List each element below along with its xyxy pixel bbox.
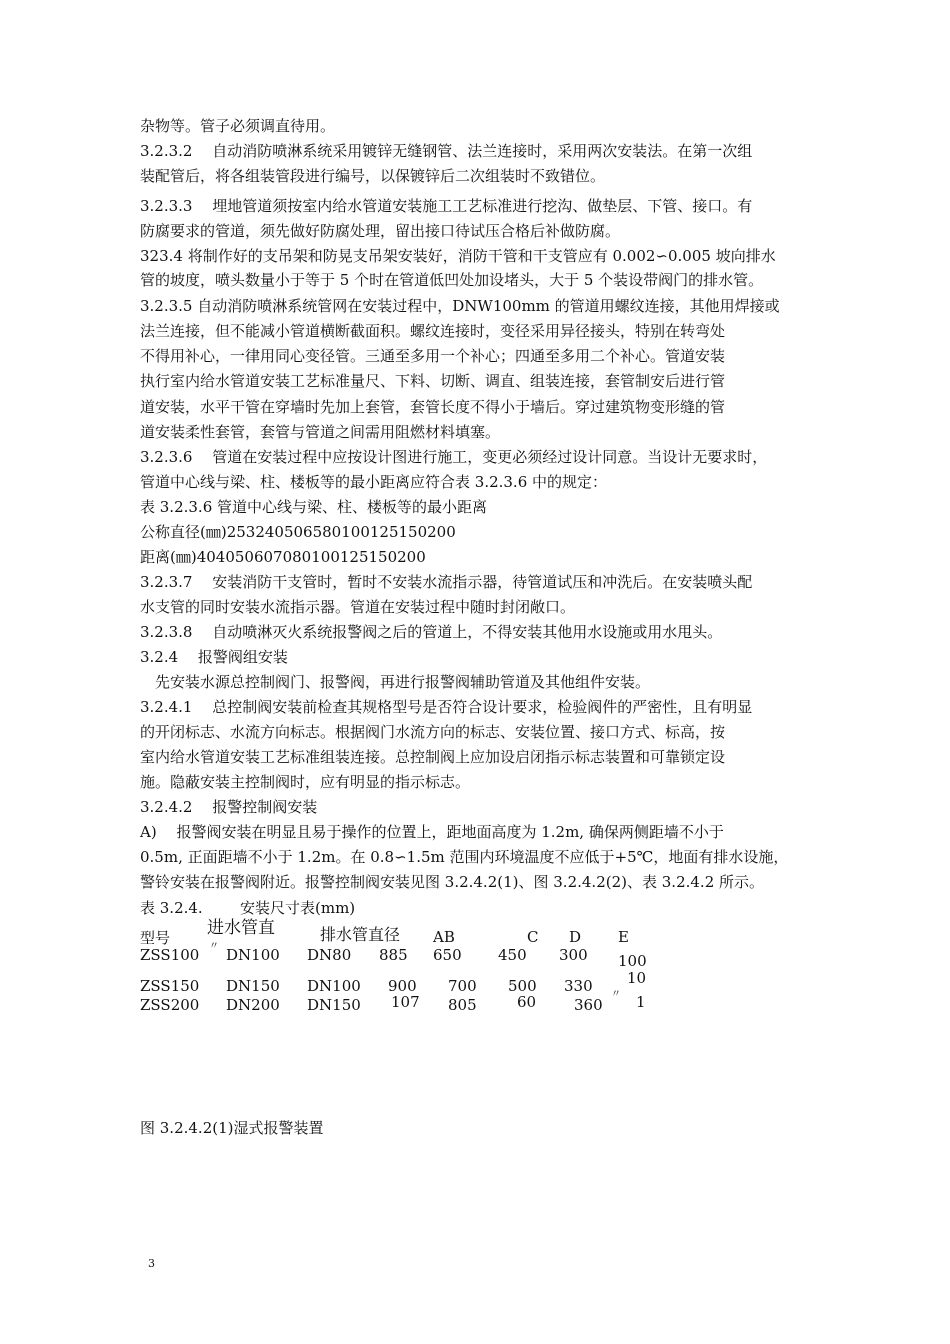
- paragraph-line: 3.2.3.5 自动消防喷淋系统管网在安装过程中，DNW100mm 的管道用螺纹连接，其他用焊接或: [140, 297, 780, 315]
- paragraph-line: 0.5m, 正面距墙不小于 1.2m。在 0.8∽1.5m 范围内环境温度不应低于+5℃，地面有排水设施，: [140, 848, 789, 866]
- table-cell: 10: [627, 969, 647, 987]
- table-cell: 885: [379, 946, 408, 964]
- table-cell-mark: 〃: [611, 989, 621, 1000]
- paragraph-line: 执行室内给水管道安装工艺标准量尺、下料、切断、调直、组装连接，套管制安后进行管: [140, 372, 726, 390]
- page-number: 3: [148, 1257, 155, 1270]
- paragraph-line: 先安装水源总控制阀门、报警阀，再进行报警阀辅助管道及其他组件安装。: [140, 673, 651, 691]
- table-header: AB: [433, 928, 455, 946]
- table-cell: 100: [618, 952, 647, 970]
- paragraph-line: 警铃安装在报警阀附近。报警控制阀安装见图 3.2.4.2(1)、图 3.2.4.2(2)、表 3.2.4.2 所示。: [140, 873, 765, 891]
- table-cell: 1: [636, 993, 646, 1011]
- table-title-prefix: 表 3.2.4.: [140, 899, 203, 917]
- table-row-diameter: 公称直径(㎜)25324050658010012515020​0: [140, 523, 456, 541]
- table-header: D: [569, 928, 582, 946]
- paragraph-line: 3.2.3.6 管道在安装过程中应按设计图进行施工，变更必须经过设计同意。当设计无要求时，: [140, 448, 768, 466]
- paragraph-line: 杂物等。管子必须调直待用。: [140, 117, 336, 135]
- paragraph-line: 3.2.4.1 总控制阀安装前检查其规格型号是否符合设计要求，检验阀件的严密性，且有明显: [140, 698, 753, 716]
- paragraph-line: 道安装，水平干管在穿墙时先加上套管，套管长度不得小于墙后。穿过建筑物变形缝的管: [140, 398, 726, 416]
- table-cell: 500: [508, 977, 537, 995]
- table-header: 排水管直径: [320, 925, 401, 944]
- table-cell: 805: [448, 996, 477, 1014]
- paragraph-line: 室内给水管道安装工艺标准组装连接。总控制阀上应加设启闭指示标志装置和可靠锁定设: [140, 748, 726, 766]
- table-title: 安装尺寸表(mm): [240, 899, 356, 917]
- figure-caption: 图 3.2.4.2(1)湿式报警装置: [140, 1119, 324, 1137]
- table-cell: 900: [388, 977, 417, 995]
- table-cell: 360: [574, 996, 603, 1014]
- paragraph-line: 防腐要求的管道，须先做好防腐处理，留出接口待试压合格后补做防腐。: [140, 222, 621, 240]
- table-cell: DN150: [226, 977, 280, 995]
- paragraph-line: 水支管的同时安装水流指示器。管道在安装过程中随时封闭敞口。: [140, 598, 576, 616]
- paragraph-line: 管的坡度，喷头数量小于等于 5 个时在管道低凹处加设堵头，大于 5 个装设带阀门的排水管。: [140, 271, 764, 289]
- table-caption: 表 3.2.3.6 管道中心线与梁、柱、楼板等的最小距离: [140, 498, 488, 516]
- table-cell: ZSS150: [140, 977, 200, 995]
- table-header: 型号: [140, 929, 171, 947]
- paragraph-line: 不得用补心，一律用同心变径管。三通至多用一个补心；四通至多用二个补心。管道安装: [140, 347, 726, 365]
- table-cell: DN150: [307, 996, 361, 1014]
- paragraph-line: 管道中心线与梁、柱、楼板等的最小距离应符合表 3.2.3.6 中的规定：: [140, 473, 608, 491]
- paragraph-line: 3.2.3.3 埋地管道须按室内给水管道安装施工工艺标准进行挖沟、做垫层、下管、接口。有: [140, 197, 753, 215]
- table-header: 进水管直: [207, 918, 275, 938]
- table-cell: 330: [564, 977, 593, 995]
- paragraph-line: 3.2.3.8 自动喷淋灭火系统报警阀之后的管道上，不得安装其他用水设施或用水甩头。: [140, 623, 723, 641]
- paragraph-line: 3.2.3.2 自动消防喷淋系统采用镀锌无缝钢管、法兰连接时，采用两次安装法。在第一次组: [140, 142, 753, 160]
- table-cell: DN200: [226, 996, 280, 1014]
- table-cell: 300: [559, 946, 588, 964]
- table-header-mark: 〃: [209, 941, 219, 952]
- table-cell: DN80: [307, 946, 352, 964]
- table-cell: DN100: [226, 946, 280, 964]
- paragraph-line: 施。隐蔽安装主控制阀时，应有明显的指示标志。: [140, 773, 471, 791]
- paragraph-line: A) 报警阀安装在明显且易于操作的位置上，距地面高度为 1.2m, 确保两侧距墙不小于: [140, 823, 724, 841]
- table-cell: DN100: [307, 977, 361, 995]
- subsection-heading: 3.2.4.2 报警控制阀安装: [140, 798, 318, 816]
- paragraph-line: 道安装柔性套管，套管与管道之间需用阻燃材料填塞。: [140, 423, 501, 441]
- table-cell: ZSS200: [140, 996, 200, 1014]
- paragraph-line: 法兰连接，但不能减小管道横断截面积。螺纹连接时，变径采用异径接头，特别在转弯处: [140, 322, 726, 340]
- table-cell: 700: [448, 977, 477, 995]
- table-cell: 60: [517, 993, 537, 1011]
- paragraph-line: 323.4 将制作好的支吊架和防晃支吊架安装好，消防干管和干支管应有 0.002∽0.005 坡向排水: [140, 247, 776, 265]
- table-row-distance: 距离(㎜)40405060708010012515020​0: [140, 548, 426, 566]
- table-cell: ZSS100: [140, 946, 200, 964]
- section-heading: 3.2.4 报警阀组安装: [140, 648, 288, 666]
- paragraph-line: 的开闭标志、水流方向标志。根据阀门水流方向的标志、安装位置、接口方式、标高，按: [140, 723, 726, 741]
- table-header: C: [527, 928, 539, 946]
- table-cell: 107: [391, 993, 420, 1011]
- paragraph-line: 装配管后，将各组装管段进行编号，以保镀锌后二次组装时不致错位。: [140, 167, 606, 185]
- table-cell: 650: [433, 946, 462, 964]
- table-header: E: [618, 928, 629, 946]
- paragraph-line: 3.2.3.7 安装消防干支管时，暂时不安装水流指示器，待管道试压和冲洗后。在安装喷头配: [140, 573, 753, 591]
- table-cell: 450: [498, 946, 527, 964]
